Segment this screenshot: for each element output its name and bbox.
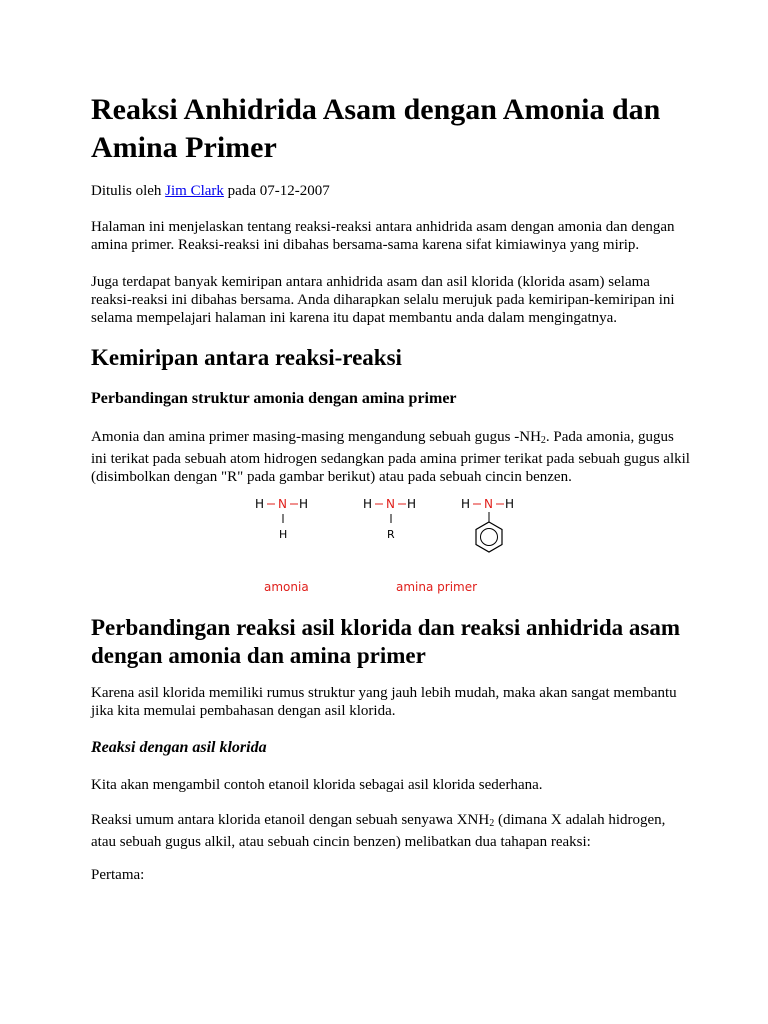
byline-prefix: Ditulis oleh — [91, 183, 166, 199]
author-link[interactable]: Jim Clark — [165, 183, 224, 199]
intro-paragraph-1: Halaman ini menjelaskan tentang reaksi-reaksi antara anhidrida asam dengan amonia dan dengan amina primer. Reaksi-reaksi ini dibahas bersama-sama karena sifat kimiawinya yang mirip. — [91, 219, 675, 253]
atom-h-left: H — [363, 497, 373, 511]
benzene-ring — [476, 522, 502, 552]
subheading-acyl-chloride: Reaksi dengan asil klorida — [91, 739, 267, 756]
atom-n: N — [278, 497, 287, 511]
atom-h-right: H — [505, 497, 515, 511]
general-reaction-text-2: (dimana X adalah hidrogen, atau sebuah gugus alkil, atau sebuah cincin benzen) melibatkan dua tahapan reaksi: — [91, 812, 666, 850]
atom-h-right: H — [299, 497, 309, 511]
section-heading-reaction-comparison: Perbandingan reaksi asil klorida dan reaksi anhidrida asam dengan amonia dan amina primer — [91, 615, 680, 668]
atom-r: R — [387, 528, 395, 541]
page-title: Reaksi Anhidrida Asam dengan Amonia dan Amina Primer — [91, 93, 661, 164]
byline-date: pada 07-12-2007 — [223, 183, 330, 199]
intro-paragraph-2: Juga terdapat banyak kemiripan antara anhidrida asam dan asil klorida (klorida asam) selama reaksi-reaksi ini dibahas bersama. Anda diharapkan selalu merujuk pada kemiripan-kemiripan ini selama mempelajari halaman ini karena itu dapat membantu anda dalam mengingatnya. — [91, 274, 675, 326]
structure-text-1: Amonia dan amina primer masing-masing mengandung sebuah gugus -NH — [91, 429, 541, 445]
general-reaction-text-1: Reaksi umum antara klorida etanoil dengan sebuah senyawa XNH — [91, 812, 490, 828]
byline — [91, 182, 330, 200]
general-reaction-subscript: 2 — [489, 818, 495, 829]
ethanoyl-paragraph: Kita akan mengambil contoh etanoil klorida sebagai asil klorida sederhana. — [91, 777, 543, 793]
atom-h-left: H — [461, 497, 471, 511]
section-heading-similarity: Kemiripan antara reaksi-reaksi — [91, 345, 402, 370]
ammonia-structure — [255, 497, 308, 541]
subheading-structure-comparison: Perbandingan struktur amonia dengan amina primer — [91, 390, 457, 407]
amine-r-structure — [363, 497, 416, 541]
benzene-aromatic-circle — [481, 529, 498, 546]
first-step-label: Pertama: — [91, 867, 145, 883]
reaction-intro-paragraph: Karena asil klorida memiliki rumus struktur yang jauh lebih mudah, maka akan sangat membantu jika kita memulai pembahasan dengan asil klorida. — [91, 685, 677, 719]
atom-h-right: H — [407, 497, 417, 511]
atom-h-left: H — [255, 497, 265, 511]
structure-text-2: . Pada amonia, gugus ini terikat pada sebuah atom hidrogen sedangkan pada amina primer terikat pada sebuah gugus alkil (disimbolkan dengan "R" pada gambar berikut) atau pada sebuah cincin benzen. — [91, 429, 690, 485]
structure-subscript: 2 — [540, 435, 546, 446]
structure-figure — [250, 492, 530, 596]
label-amina-primer: amina primer — [396, 580, 478, 594]
atom-n: N — [386, 497, 395, 511]
atom-h-bottom: H — [279, 528, 288, 541]
label-amonia: amonia — [264, 580, 309, 594]
general-reaction-paragraph — [91, 811, 691, 851]
structure-paragraph — [91, 428, 691, 486]
atom-n: N — [484, 497, 493, 511]
amine-benzene-structure — [461, 497, 514, 552]
